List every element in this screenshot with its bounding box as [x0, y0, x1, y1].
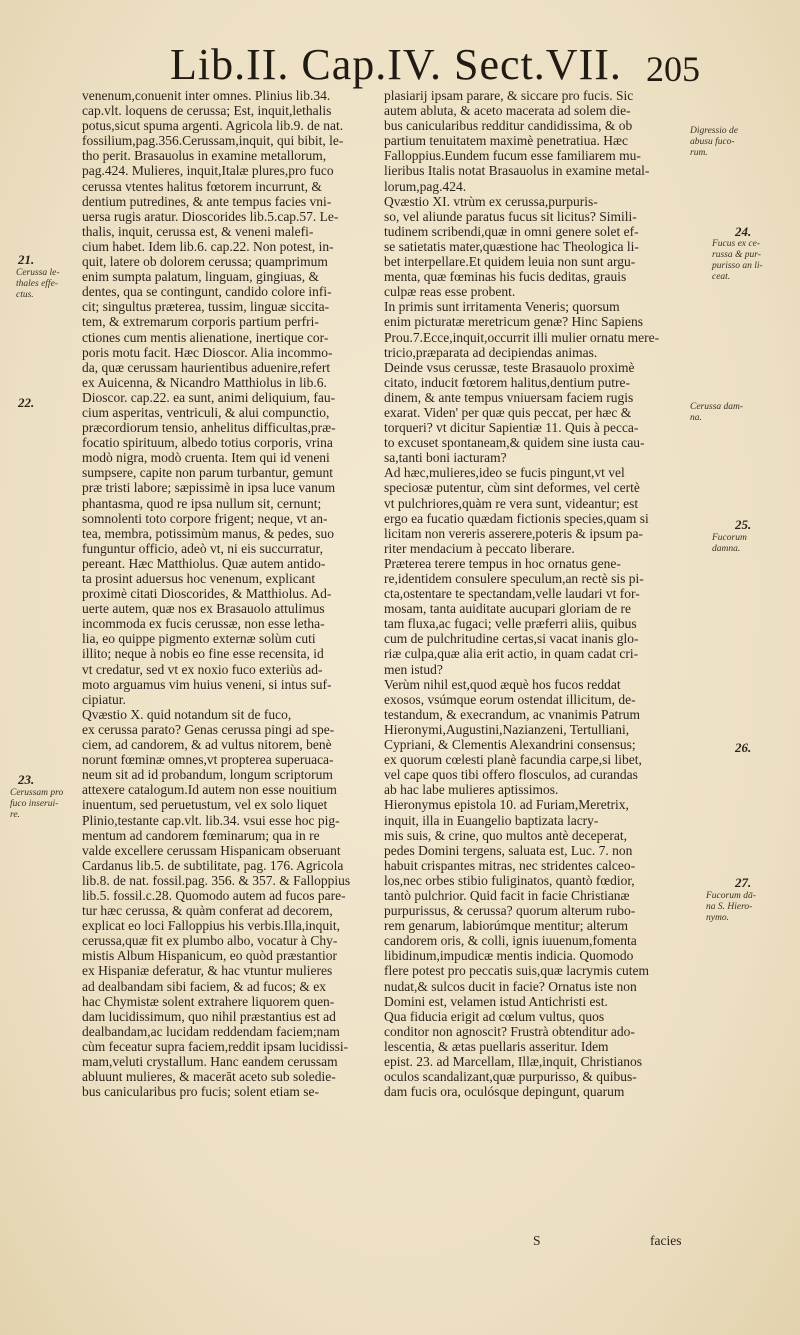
- margin-note-25: Fucorum damna.: [712, 533, 747, 554]
- margin-number-25: 25.: [735, 517, 752, 532]
- margin-note-21: Cerussa le- thales effe- ctus.: [16, 268, 60, 300]
- margin-note-cerussa-damna: Cerussa dam- na.: [690, 402, 744, 423]
- margin-number-23: 23.: [18, 772, 35, 787]
- running-title: Lib.II. Cap.IV. Sect.VII.: [170, 40, 622, 89]
- right-paragraph-1: plasiarij ipsam parare, & siccare pro fucis. Sic autem abluta, & aceto macerata ad solem die- bus canicularibus redditur candidissima, & ob partium tenuitatem maximè penetratiua. Hæc Falloppius.Eundem fucum esse familiarem mu- lieribus Italis notat Brasauolus in examine metal- lorum,pag.424.: [384, 88, 650, 194]
- right-paragraph-3: In primis sunt irritamenta Veneris; quorsum enim picturatæ meretricum genæ? Hinc Sapiens Prou.7.Ecce,inquit,occurrit illi mulier ornatu mere- tricio,præparata ad decipiendas animas.: [384, 299, 660, 360]
- right-text-column: [384, 88, 680, 1099]
- left-paragraph-2: Qvæstio X. quid notandum sit de fuco, ex cerussa parato? Genas cerussa pingi ad spe- ciem, ad candorem, & ad vultus nitorem, benè norunt fœminæ omnes,vt propterea superuaca- neum sit ad id probandum, longum scriptorum attexere catalogum.Id autem non esse nouitium inuentum, sed peruetustum, vel ex solo liquet Plinio,testante cap.vlt. lib.34. vsui esse hoc pig- mentum ad candorem fœminarum; qua in re valde excellere cerussam Hispanicam obseruant Cardanus lib.5. de subtilitate, pag. 176. Agricola lib.8. de nat. fossil.pag. 356. & 357. & Falloppius lib.5. fossil.c.28. Quomodo autem ad fucos pare- tur hæc cerussa, & quàm conferat ad decorem, explicat eo loci Falloppius his verbis.Illa,inquit, cerussa,quæ fit ex plumbo albo, vocatur à Chy- mistis Album Hispanicum, eo quòd præstantior ex Hispaniæ deferatur, & hac vtuntur mulieres ad dealbandam sibi faciem, & ad fucos; & ex hac Chymistæ solent extrahere liquorem quen- dam lucidissimum, quo nihil præstantius est ad dealbandam,ac lucidam reddendam faciem;nam cùm feceatur supra faciem,reddit ipsam lucidissi- mam,veluti crystallum. Hanc eandem cerussam abluunt mulieres, & macerāt aceto sub soledie- bus canicularibus pro fucis; solent etiam se-: [82, 706, 351, 1100]
- margin-number-22: 22.: [18, 395, 35, 410]
- right-paragraph-4: Deinde vsus cerussæ, teste Brasauolo proximè citato, inducit fœtorem halitus,dentium putre- dinem, & ante tempus vniuersam faciem rugis exarat. Viden' per quæ quis peccat, per hæc & torqueri? vt dicitur Sapientiæ 11. Quis à pecca- to excuset spontaneam,& quidem sine iusta cau- sa,tanti boni iacturam?: [384, 359, 645, 466]
- catchword: facies: [650, 1233, 682, 1248]
- right-paragraph-6: Præterea terere tempus in hoc ornatus gene- re,identidem consulere speculum,an rectè sis pi- cta,ostentare te spectandam,velle laudari vt for- mosam, tanta auiditate aucupari gloriam de re tam fluxa,ac fugaci; velle præferri aliis, quibus cum de pulchritudine certas,si vacat inanis glo- riæ culpa,quæ alia erit actio, in quam cadat cri- men istud?: [384, 555, 644, 677]
- signature-mark: S: [533, 1233, 541, 1248]
- margin-number-26: 26.: [735, 740, 752, 755]
- margin-note-digression: Digressio de abusu fuco- rum.: [690, 126, 738, 158]
- margin-number-21: 21.: [18, 252, 35, 267]
- margin-number-24: 24.: [735, 224, 752, 239]
- margin-note-23: Cerussam pro fuco inserui- re.: [10, 788, 64, 820]
- right-paragraph-2: Qvæstio XI. vtrùm ex cerussa,purpuris- so, vel aliunde paratus fucus sit licitus? Simili- tudinem scribendi,quæ in omni genere solet ef- se satietatis mater,quæstione hac Theologica li- bet interpellare.Et quidem leuia non sunt argu- menta, quæ fœminas his fucis deditas, grauis culpæ reas esse probent.: [384, 193, 639, 300]
- page-number: 205: [646, 49, 700, 89]
- margin-note-27: Fucorum dā- na S. Hiero- nymo.: [706, 891, 756, 923]
- right-paragraph-5: Ad hæc,mulieres,ideo se fucis pingunt,vt vel speciosæ putentur, cùm sint deformes, vel certè vt pulchriores,quàm re vera sunt, videantur; est ergo ea fucatio quædam fictionis species,quam si licitam non vereris asserere,poteris & ipsum pa- riter mendacium à peccato liberare.: [384, 465, 649, 556]
- left-text-column: [82, 88, 365, 1099]
- right-paragraph-7: Verùm nihil est,quod æquè hos fucos reddat exosos, vsúmque eorum ostendat illicitum, de- testandum, & execrandum, ac vnanimis Patrum Hieronymi,Augustini,Nazianzeni, Tertulliani, Cypriani, & Clementis Alexandrini consensus; ex quorum cœlesti planè facundia carpe,si libet, vel cape quos tibi offero flosculos, ad curandas ab hac labe mulieres aptissimos.: [384, 676, 642, 798]
- running-header: [170, 40, 700, 90]
- left-paragraph-1: venenum,conuenit inter omnes. Plinius lib.34. cap.vlt. loquens de cerussa; Est, inquit,lethalis potus,sicut spuma argenti. Agricola lib.9. de nat. fossilium,pag.356.Cerussam,inquit, qui bibit, le- tho perit. Brasauolus in examine metallorum, pag.424. Mulieres, inquit,Italæ plures,pro fuco cerussa vtentes halitus fœtorem incurrunt, & dentium putredines, & ante tempus facies vni- uersa rugis aratur. Dioscorides lib.5.cap.57. Le- thalis, inquit, cerussa est, & veneni malefi- cium habet. Idem lib.6. cap.22. Non potest, in- quit, latere ob dolorem cerussa; quamprimum enim sumpta palatum, linguam, gingiuas, & dentes, qua se contingunt, candido colore infi- cit; singultus præterea, tussim, linguæ siccita- tem, & extremarum corporis partium perfri- ctiones cum mentis alienatione, inertique cor- poris motu facit. Hæc Dioscor. Alia incommo- da, quæ cerussam haurientibus aduenire,refert ex Auicenna, & Nicandro Matthiolus in lib.6. Dioscor. cap.22. ea sunt, animi deliquium, fau- cium asperitas, ventriculi, & alui compunctio, præcordiorum tensio, anhelitus difficultas,præ- focatio spirituum, albedo totius corporis, vrina modò nigra, modò cruenta. Item qui id veneni sumpsere, capite non parum turbantur, gemunt præ tristi labore; sæpissimè in ipsa luce vanum phantasma, quod re ipsa nullum sit, cernunt; somnolenti toto corpore frigent; neque, vt an- tea, membra, potissimùm manus, & pedes, suo funguntur officio, adeò vt, ni eis succurratur, pereant. Hæc Matthiolus. Quæ autem antido- ta prosint aduersus hoc venenum, explicant proximè citati Dioscorides, & Matthiolus. Ad- uerte autem, quæ nos ex Brasauolo attulimus incommoda ex fucis cerussæ, non esse letha- lia, eo quippe pigmento externæ solùm cuti illito; neque à nobis eo fine esse recensita, id vt credatur, sed vt ex noxio fuco exteriùs ad- moto arguamus vim huius veneni, si intus suf- cipiatur.: [82, 88, 344, 707]
- margin-number-27: 27.: [735, 875, 752, 890]
- right-paragraph-8: Hieronymus epistola 10. ad Furiam,Meretrix, inquit, illa in Euangelio baptizata lacry- mis suis, & crine, quo multos antè deceperat, pedes Domini tergens, saluata est, Luc. 7. non habuit crispantes mitras, nec stridentes calceo- los,nec orbes stibio fuliginatos, quantò fœdior, tantò pulchrior. Quid facit in facie Christianæ purpurissus, & cerussa? quorum alterum rubo- rem genarum, labiorúmque mentitur; alterum candorem oris, & colli, ignis iuuenum,fomenta libidinum,impudicæ mentis indicia. Quomodo flere potest pro peccatis suis,quæ lacrymis cutem nudat,& sulcos ducit in facie? Ornatus iste non Domini est, velamen istud Antichristi est. Qua fiducia erigit ad cœlum vultus, quos conditor non agnoscit? Frustrà obtenditur ado- lescentia, & ætas puellaris asseritur. Idem epist. 23. ad Marcellam, Illæ,inquit, Christianos oculos scandalizant,quæ purpurisso, & quibus- dam fucis ora, oculósque depingunt, quarum: [384, 797, 650, 1100]
- margin-note-24: Fucus ex ce- russa & pur- purisso an li- ceat.: [712, 239, 763, 282]
